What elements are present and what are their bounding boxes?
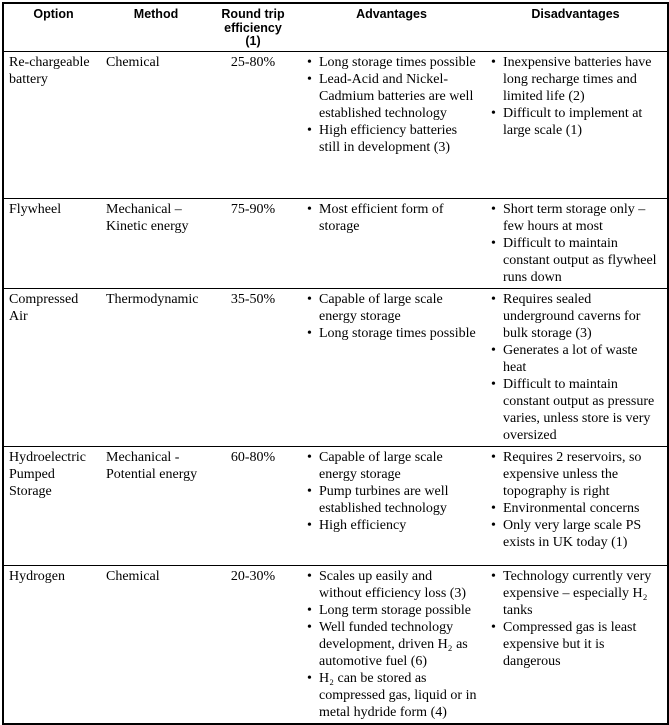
column-header-efficiency: Round trip efficiency (1) (221, 7, 285, 48)
advantage-item: • Capable of large scale energy storage (305, 291, 478, 325)
option-cell: Hydroelectric Pumped Storage (9, 449, 86, 499)
efficiency-cell: 35-50% (230, 291, 276, 307)
table-row (4, 52, 667, 199)
advantages-cell (297, 566, 481, 723)
option-cell: Re-chargeable battery (9, 54, 90, 87)
advantage-item: • Pump turbines are well established technology (305, 483, 478, 517)
disadvantages-list (489, 291, 662, 444)
efficiency-cell: 25-80% (230, 54, 276, 70)
table-row (4, 199, 667, 289)
table-row (4, 289, 667, 447)
table-row (4, 447, 667, 566)
advantages-cell (297, 199, 481, 288)
disadvantage-item: • Inexpensive batteries have long recharge times and limited life (2) (489, 54, 662, 105)
method-cell: Chemical (106, 568, 160, 584)
efficiency-cell: 75-90% (230, 201, 276, 217)
disadvantages-list (489, 201, 662, 286)
option-cell: Compressed Air (9, 291, 79, 324)
disadvantage-item: • Short term storage only – few hours at most (489, 201, 662, 235)
advantages-cell (297, 52, 481, 198)
column-header-disadvantages: Disadvantages (531, 7, 620, 21)
method-cell: Mechanical - Potential energy (106, 449, 198, 482)
method-cell: Mechanical – Kinetic energy (106, 201, 189, 234)
disadvantages-cell (481, 199, 665, 288)
option-cell: Hydrogen (9, 568, 65, 584)
efficiency-cell: 20-30% (230, 568, 276, 584)
method-cell: Chemical (106, 54, 160, 70)
disadvantage-item: • Requires sealed underground caverns for bulk storage (3) (489, 291, 662, 342)
disadvantage-item: • Technology currently very expensive – especially H₂ tanks (489, 568, 662, 619)
advantages-list (305, 568, 478, 721)
option-cell: Flywheel (9, 201, 62, 217)
advantages-cell (297, 447, 481, 565)
advantage-item: • Long term storage possible (305, 602, 478, 619)
advantage-item: • High efficiency batteries still in development (3) (305, 122, 478, 156)
disadvantages-list (489, 54, 662, 139)
disadvantages-cell (481, 289, 665, 446)
disadvantage-item: • Only very large scale PS exists in UK today (1) (489, 517, 662, 551)
advantage-item: • Most efficient form of storage (305, 201, 478, 235)
column-header-method: Method (133, 7, 179, 21)
disadvantage-item: • Environmental concerns (489, 500, 662, 517)
disadvantages-cell (481, 566, 665, 723)
advantages-list (305, 201, 478, 235)
advantage-item: • High efficiency (305, 517, 478, 534)
advantage-item: • Scales up easily and without efficiency loss (3) (305, 568, 478, 602)
disadvantage-item: • Difficult to maintain constant output as flywheel runs down (489, 235, 662, 286)
disadvantages-cell (481, 447, 665, 565)
disadvantage-item: • Requires 2 reservoirs, so expensive unless the topography is right (489, 449, 662, 500)
advantage-item: • Well funded technology development, driven H₂ as automotive fuel (6) (305, 619, 478, 670)
disadvantage-item: • Compressed gas is least expensive but it is dangerous (489, 619, 662, 670)
table-row (4, 566, 667, 723)
advantages-cell (297, 289, 481, 446)
table-header-row (4, 4, 667, 52)
energy-storage-comparison-table (2, 2, 669, 725)
advantage-item: • Lead-Acid and Nickel-Cadmium batteries are well established technology (305, 71, 478, 122)
column-header-advantages: Advantages (356, 7, 427, 21)
disadvantages-cell (481, 52, 665, 198)
disadvantage-item: • Difficult to maintain constant output as pressure varies, unless store is very oversized (489, 376, 662, 444)
advantages-list (305, 54, 478, 156)
disadvantages-list (489, 568, 662, 670)
advantages-list (305, 291, 478, 342)
advantage-item: • Long storage times possible (305, 325, 478, 342)
column-header-option: Option (33, 7, 74, 21)
advantages-list (305, 449, 478, 534)
table-body (4, 52, 667, 723)
disadvantage-item: • Difficult to implement at large scale (1) (489, 105, 662, 139)
disadvantage-item: • Generates a lot of waste heat (489, 342, 662, 376)
advantage-item: • Long storage times possible (305, 54, 478, 71)
advantage-item: • Capable of large scale energy storage (305, 449, 478, 483)
method-cell: Thermodynamic (106, 291, 199, 307)
disadvantages-list (489, 449, 662, 551)
efficiency-cell: 60-80% (230, 449, 276, 465)
advantage-item: • H₂ can be stored as compressed gas, liquid or in metal hydride form (4) (305, 670, 478, 721)
